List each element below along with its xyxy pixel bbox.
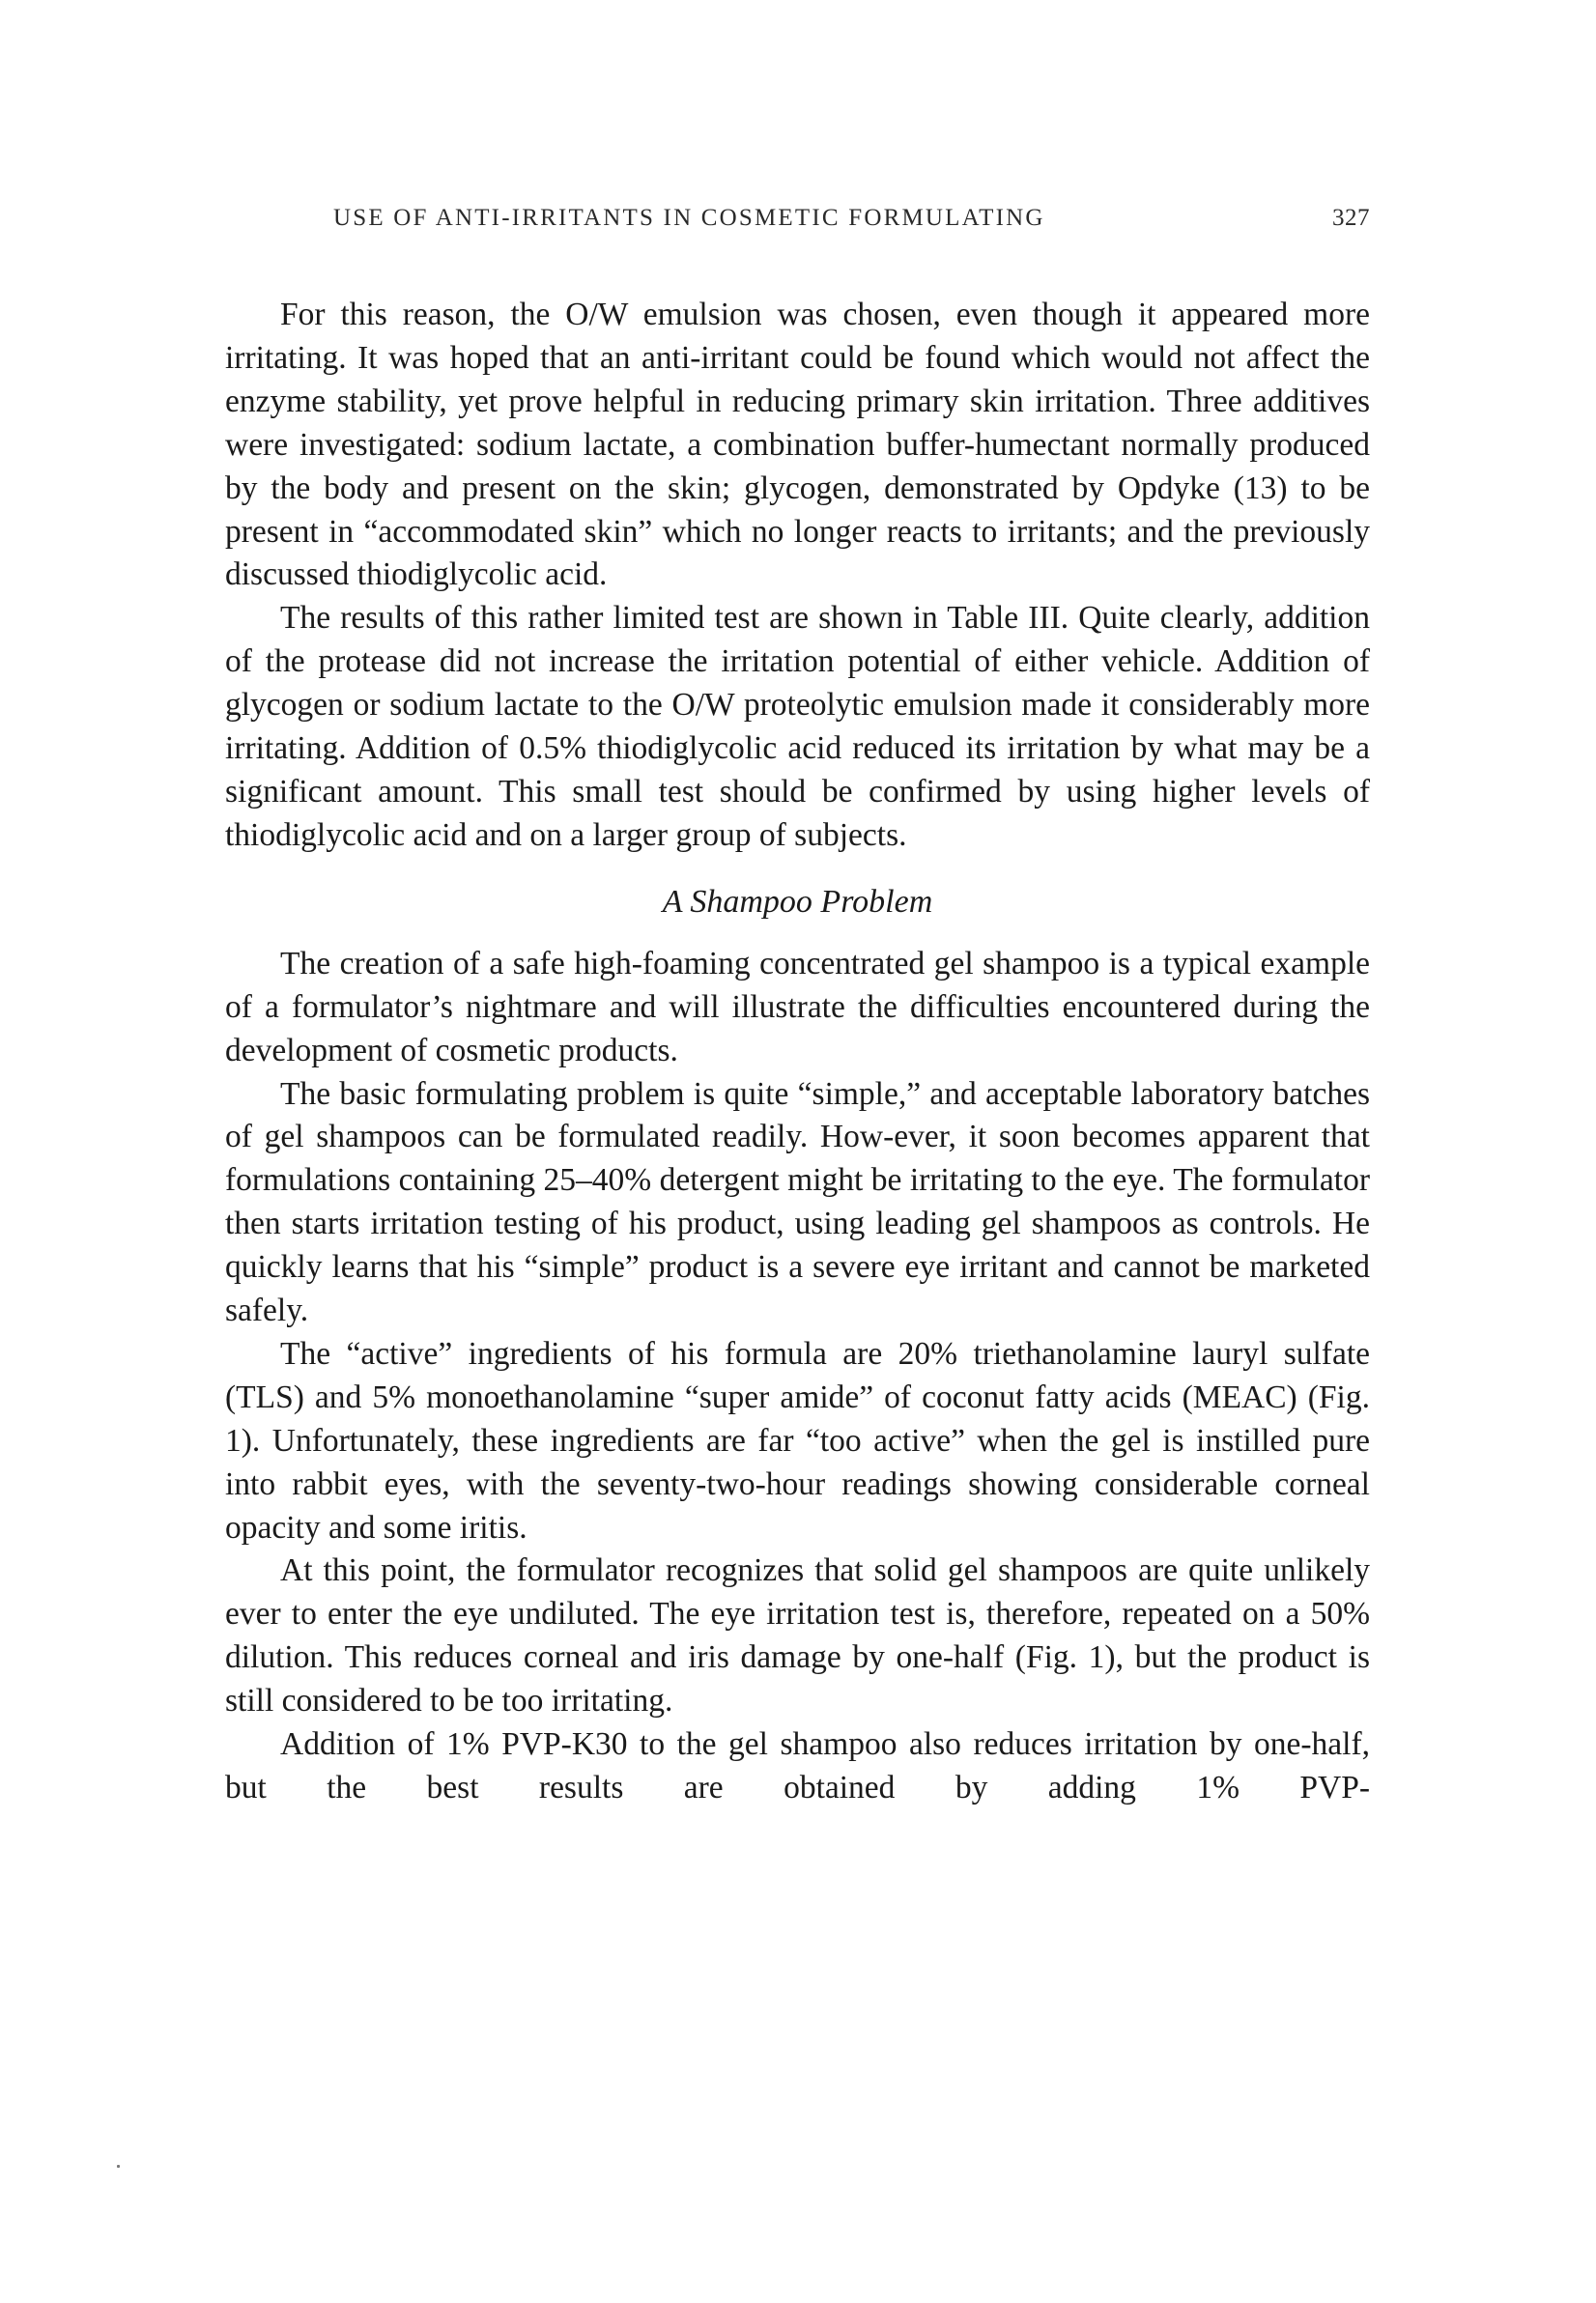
paragraph: The results of this rather limited test are shown in Table III. Quite clearly, addition of the protease did not increase the irritation potential of either vehicle. Addition of glycogen or sodium lactate to the O/W proteolytic emulsion made it considerably more irritating. Addition of 0.5% thiodiglycolic acid reduced its irritation by what may be a significant amount. This small test should be confirmed by using higher levels of thiodiglycolic acid and on a larger group of subjects. (225, 600, 1370, 853)
scan-artifact-dot (117, 2165, 120, 2168)
paragraph: For this reason, the O/W emulsion was chosen, even though it appeared more irritating. It was hoped that an anti-irritant could be found which would not affect the enzyme stability, yet prove helpful in reducing primary skin irritation. Three additives were investigated: sodium lactate, a combination buffer-humectant normally produced by the body and present on the skin; glycogen, demonstrated by Opdyke (13) to be present in “accommodated skin” which no longer reacts to irritants; and the previously discussed thiodiglycolic acid. (225, 297, 1370, 593)
paragraph: The “active” ingredients of his formula are 20% triethanolamine lauryl sulfate (TLS) and 5% monoethanolamine “super amide” of coconut fatty acids (MEAC) (Fig. 1). Unfortunately, these ingredients are far “too active” when the gel is instilled pure into rabbit eyes, with the seventy-two-hour readings showing considerable corneal opacity and some iritis. (225, 1335, 1370, 1546)
section-heading: A Shampoo Problem (662, 883, 933, 920)
page-number: 327 (1332, 205, 1370, 231)
paragraph: Addition of 1% PVP-K30 to the gel shampoo also reduces irritation by one-half, but the best results are obtained by adding 1% PVP- (225, 1726, 1370, 1805)
paragraph: At this point, the formulator recognizes that solid gel shampoos are quite unlikely ever to enter the eye undiluted. The eye irritation test is, therefore, repeated on a 50% dilution. This reduces corneal and iris damage by one-half (Fig. 1), but the product is still considered to be too irritating. (225, 1552, 1370, 1720)
paragraph: The creation of a safe high-foaming concentrated gel shampoo is a typical example of a formulator’s nightmare and will illustrate the difficulties encountered during the development of cosmetic products. (225, 945, 1370, 1068)
paragraph: The basic formulating problem is quite “simple,” and acceptable laboratory batches of gel shampoos can be formulated readily. How-ever, it soon becomes apparent that formulations containing 25–40% detergent might be irritating to the eye. The formulator then starts irritation testing of his product, using leading gel shampoos as controls. He quickly learns that his “simple” product is a severe eye irritant and cannot be marketed safely. (225, 1075, 1370, 1329)
running-header (225, 205, 1370, 243)
body-text (225, 294, 1370, 1810)
running-title: USE OF ANTI-IRRITANTS IN COSMETIC FORMULATING (333, 205, 1045, 231)
